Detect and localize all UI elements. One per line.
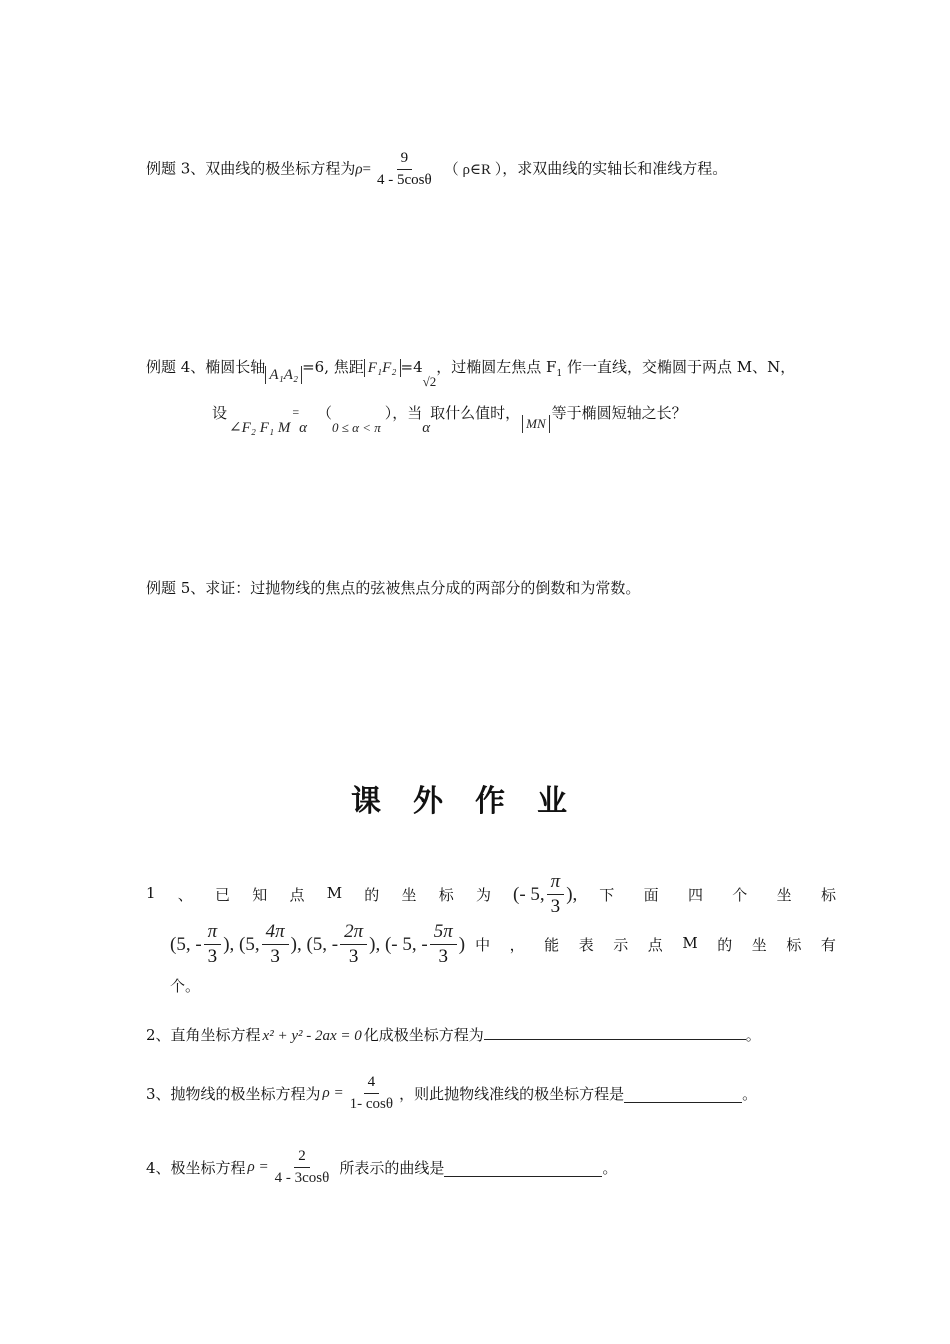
coord-1-open: (5, - [170,933,202,955]
q1-char: 标 [786,936,802,954]
example-4-end: 等于椭圆短轴之长？ [551,404,687,422]
coord-1-fraction [204,922,222,967]
q3-end: 。 [742,1085,758,1103]
fraction-denominator: 4 - 3cosθ [274,1170,330,1186]
range-close: ），当 [384,404,423,422]
q1-char: 标 [438,886,454,904]
homework-q4 [146,1148,617,1187]
homework-q3 [146,1074,757,1113]
q4-fraction [271,1148,334,1187]
q3-mid: ，则此抛物线准线的极坐标方程是 [399,1085,625,1103]
q1-char: 的 [717,936,733,954]
q1-spread-chars [146,884,491,905]
example-4-part-1: 例题 4、椭圆长轴 [146,358,266,376]
q1-char: 坐 [751,936,767,954]
fraction-numerator: π [547,872,565,895]
q1-tail-chars [599,884,836,905]
q1-char: 下 [599,886,615,904]
fraction-denominator: 3 [550,896,561,917]
q1-char: 、 [177,886,193,904]
angle-expression: ∠F₂ F₁ M [229,420,291,436]
example-4-question: 取什么值时， [430,404,521,422]
fraction-denominator: 1- cosθ [349,1096,394,1112]
fraction-numerator: π [204,922,222,945]
example-4-part-3: =4 [400,358,423,376]
focus-subscript: 1 [556,369,563,379]
angle-equals: = [292,405,300,419]
q1-char: 中 [475,936,491,954]
example-3-condition: （ ρ∈R ） [443,161,503,178]
fraction-numerator: 4 [364,1074,380,1094]
q1-line2-chars [475,934,836,955]
example-3 [146,150,727,189]
q4-prefix: 4、极坐标方程 [146,1159,246,1177]
example-4-set: 设 [212,404,228,422]
q2-prefix: 2、直角坐标方程 [146,1026,261,1044]
example-3-prefix: 例题 3、双曲线的极坐标方程为 [146,159,356,178]
coord-2-fraction [262,922,289,967]
q1-char: 四 [687,886,703,904]
q1-char: 个 [732,886,748,904]
q1-char: 点 [647,936,663,954]
homework-q1-line-2 [170,922,836,967]
fraction-denominator: 3 [348,946,359,967]
q1-char: M [682,934,698,952]
homework-title: 课外作业 [351,784,599,819]
example-4-part-2: =6, 焦距 [302,358,364,376]
fraction-denominator: 3 [438,946,448,967]
q1-char: 有 [820,936,836,954]
q1-char: 坐 [401,886,417,904]
q3-prefix: 3、抛物线的极坐标方程为 [146,1085,321,1103]
q2-answer-blank[interactable] [484,1025,746,1040]
q1-char: 示 [613,936,629,954]
alpha-symbol: α [299,420,307,436]
q1-line-3-text: 个。 [170,977,201,995]
point-m-fraction [547,872,565,917]
q2-equation: x² + y² - 2ax = 0 [262,1028,362,1044]
q1-char: 已 [215,886,231,904]
fraction-numerator: 4π [262,922,289,945]
homework-q1-line-3 [170,975,200,996]
alpha-range: 0 ≤ α < π [332,420,381,435]
example-5-text: 例题 5、求证：过抛物线的焦点的弦被焦点分成的两部分的倒数和为常数。 [146,579,641,597]
point-m-close: ), [566,883,578,905]
coord-4-fraction [430,922,457,967]
equals-sign: = [362,161,371,178]
q4-rho: ρ = [247,1159,269,1175]
fraction-numerator: 2π [340,922,367,945]
q3-rho: ρ = [322,1085,344,1101]
q1-char: 能 [544,936,560,954]
q2-mid: 化成极坐标方程为 [363,1026,484,1044]
example-3-fraction [373,150,436,189]
fraction-numerator: 5π [430,922,457,945]
q2-end: 。 [745,1026,761,1044]
q1-char: 1 [146,884,156,902]
example-4-line-1 [146,352,796,389]
fraction-denominator: 3 [207,946,218,967]
homework-q2 [146,1024,761,1045]
q4-end: 。 [602,1159,618,1177]
q1-char: 的 [364,886,380,904]
example-4-line-2 [212,402,687,436]
coord-4-close: ) [458,933,466,955]
abs-f1f2: F₁F₂ [364,359,401,377]
homework-q1-line-1 [146,872,836,917]
example-4-part-5: 作一直线，交椭圆于两点 M、N， [562,358,796,376]
fraction-denominator: 3 [270,946,280,967]
coord-3-open: ), (5, - [290,933,339,955]
q3-fraction [346,1074,397,1113]
q4-mid: 所表示的曲线是 [339,1159,445,1177]
abs-mn: MN [522,415,550,433]
range-open: （ [317,404,333,422]
q1-char: 面 [643,886,659,904]
fraction-numerator: 2 [294,1148,310,1168]
fraction-numerator: 9 [397,150,413,170]
q1-char: ， [509,936,525,954]
q1-char: 表 [578,936,594,954]
q1-char: 为 [475,886,491,904]
point-m-open: (- 5, [513,883,545,905]
coord-4-open: ), (- 5, - [369,933,428,955]
abs-a1a2: A₁A₂ [265,366,302,384]
sqrt-two: √2 [422,374,437,389]
coord-3-fraction [340,922,367,967]
rho-symbol: ρ [355,161,363,178]
example-5 [146,577,640,598]
q1-char: 知 [252,886,268,904]
q4-answer-blank[interactable] [444,1162,602,1177]
q3-answer-blank[interactable] [624,1088,742,1103]
q1-char: 坐 [776,886,792,904]
example-3-suffix: ，求双曲线的实轴长和准线方程。 [502,159,728,178]
fraction-denominator: 4 - 5cosθ [377,172,432,188]
q1-char: 点 [289,886,305,904]
coord-2-open: ), (5, [223,933,260,955]
example-4-part-4: ，过椭圆左焦点 F [436,358,557,376]
q1-char: M [326,884,343,902]
alpha-symbol-2: α [422,420,431,436]
q1-char: 标 [820,886,836,904]
